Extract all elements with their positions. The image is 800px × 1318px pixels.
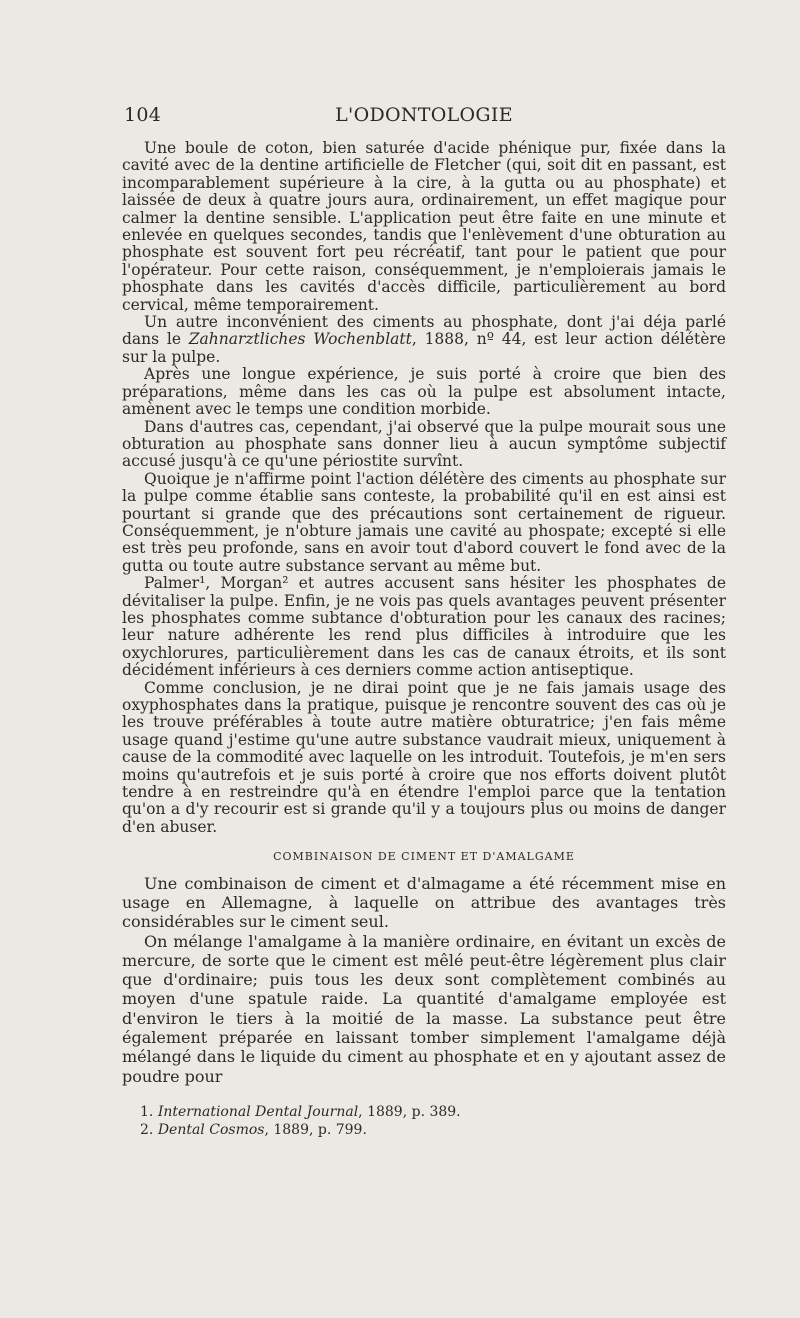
footnote-1-detail: , 1889, p. 389. xyxy=(358,1104,461,1120)
footnote-1-marker: 1. xyxy=(140,1104,158,1120)
running-title: L'ODONTOLOGIE xyxy=(335,104,513,126)
footnote-2 xyxy=(140,1121,700,1139)
paragraph-4: Dans d'autres cas, cependant, j'ai observé que la pulpe mourait sous une obturation au phosphate sans donner lieu à aucun symptôme subjectif accusé jusqu'à ce qu'une périostite survînt. xyxy=(122,417,726,471)
footnote-1 xyxy=(140,1103,700,1121)
paragraph-1: Une boule de coton, bien saturée d'acide phénique pur, fixée dans la cavité avec de la dentine artificielle de Fletcher (qui, soit dit en passant, est incomparablement supérieure à la cire, à la gutta ou au phosphate) et laissée de deux à quatre jours aura, ordinairement, un effet magique pour calmer la dentine sensible. L'application peut être faite en une minute et enlevée en quelques secondes, tandis que l'enlèvement d'une obturation au phosphate est souvent fort peu récréatif, tant pour le patient que pour l'opérateur. Pour cette raison, conséquemment, je n'emploierais jamais le phosphate dans les cavités d'accès difficile, particulièrement au bord cervical, même temporairement. xyxy=(122,139,726,314)
footnotes xyxy=(140,1103,700,1139)
journal-title: Zahnarztliches Wochenblatt xyxy=(188,330,412,349)
paragraph-6: Palmer¹, Morgan² et autres accusent sans hésiter les phosphates de dévitaliser la pulpe. Enfin, je ne vois pas quels avantages peuvent présenter les phosphates comme subtance d'obturation pour les canaux des racines; leur nature adhérente les rend plus difficiles à introduire que les oxychlorures, particulièrement dans les cas de canaux étroits, et ils sont décidément inférieurs à ces derniers comme action antiseptique. xyxy=(122,574,726,680)
page-number: 104 xyxy=(124,104,162,126)
paragraph-5: Quoique je n'affirme point l'action délétère des ciments au phosphate sur la pulpe comme établie sans conteste, la probabilité qu'il en est ainsi est pourtant si grande que des précautions sont certainement de rigueur. Conséquemment, je n'obture jamais une cavité au phospate; excepté si elle est très peu profonde, sans en avoir tout d'abord couvert le fond avec de la gutta ou toute autre substance servant au même but. xyxy=(122,469,726,575)
body-text xyxy=(122,140,726,1086)
footnote-2-marker: 2. xyxy=(140,1122,158,1138)
footnote-1-source: International Dental Journal xyxy=(157,1104,359,1120)
footnote-2-detail: , 1889, p. 799. xyxy=(264,1122,367,1138)
running-header xyxy=(124,104,724,134)
paragraph-8: Une combinaison de ciment et d'almagame a été récemment mise en usage en Allemagne, à laquelle on attribue des avantages très considérables sur le ciment seul. xyxy=(122,873,726,932)
paragraph-2-text-a: Un autre inconvénient des ciments au phosphate, dont j'ai déja parlé dans le xyxy=(122,313,726,349)
paragraph-2 xyxy=(122,314,726,366)
paragraph-7: Comme conclusion, je ne dirai point que je ne fais jamais usage des oxyphosphates dans la pratique, puisque je rencontre souvent des cas où je les trouve préférables à toute autre matière obturatrice; j'en fais même usage quand j'estime qu'une autre substance vaudrait mieux, uniquement à cause de la commodité avec laquelle on les introduit. Toutefois, je m'en sers moins qu'autrefois et je suis porté à croire que nos efforts doivent plutôt tendre à en restreindre qu'à en étendre l'emploi parce que la tentation qu'on a d'y recourir est si grande qu'il y a toujours plus ou moins de danger d'en abuser. xyxy=(122,678,726,836)
paragraph-3: Après une longue expérience, je suis porté à croire que bien des préparations, même dans les cas où la pulpe est absolument intacte, amènent avec le temps une condition morbide. xyxy=(122,365,726,419)
section-heading: COMBINAISON DE CIMENT ET D'AMALGAME xyxy=(273,850,575,864)
paragraph-2-text-b: , 1888, nº 44, est leur action délétère sur la pulpe. xyxy=(122,330,726,366)
section-2 xyxy=(122,874,726,1086)
paragraph-9: On mélange l'amalgame à la manière ordinaire, en évitant un excès de mercure, de sorte que le ciment est mêlé peut-être légèrement plus clair que d'ordinaire; puis tous les deux sont complètement combinés au moyen d'une spatule raide. La quantité d'amalgame employée est d'environ le tiers à la moitié de la masse. La substance peut être également préparée en laissant tomber simplement l'amalgame déjà mélangé dans le liquide du ciment au phosphate et en y ajoutant assez de poudre pour xyxy=(122,931,726,1086)
footnote-2-source: Dental Cosmos xyxy=(157,1122,265,1138)
